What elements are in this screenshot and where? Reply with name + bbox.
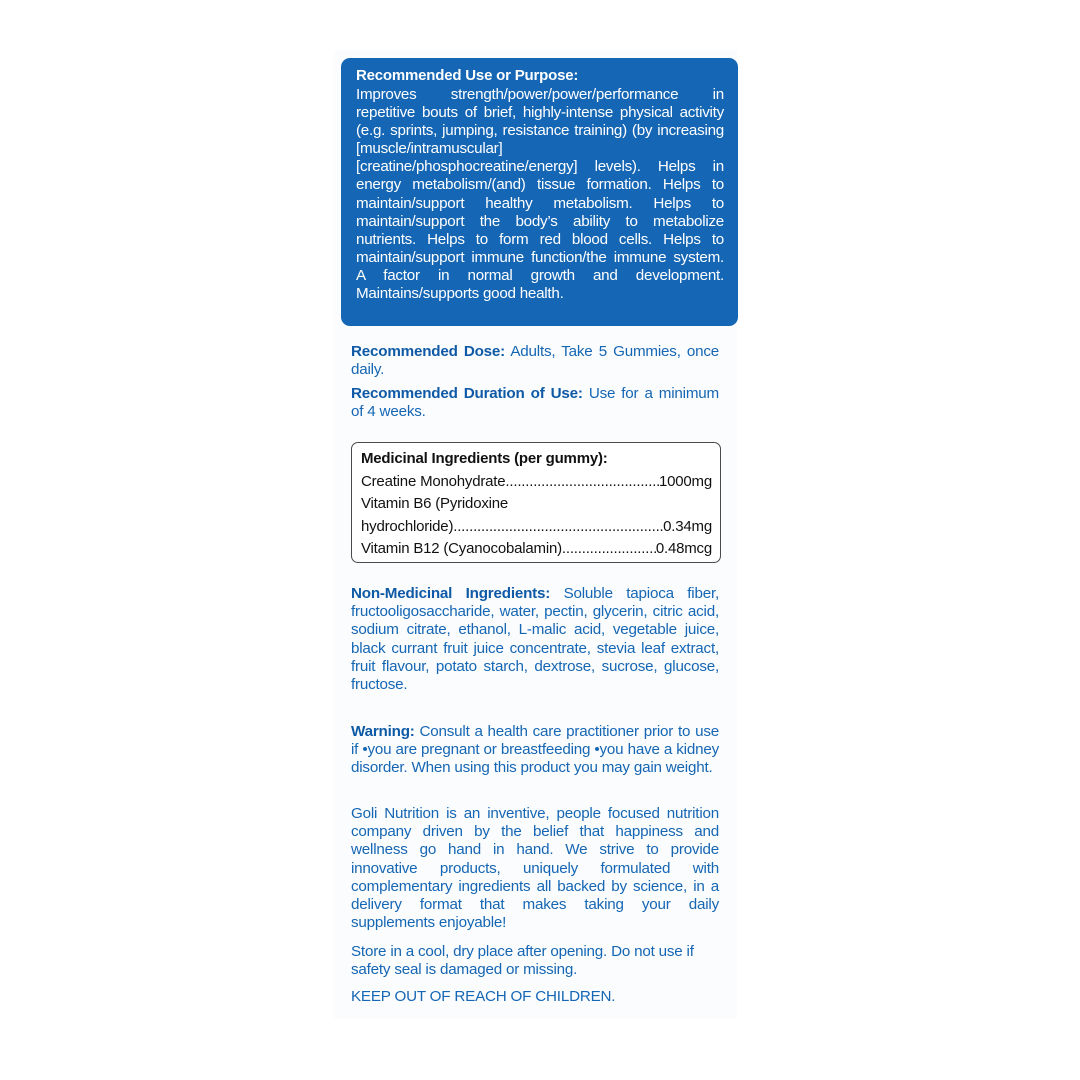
non-medicinal-ingredients <box>351 585 719 694</box>
purpose-box <box>341 58 738 326</box>
purpose-text: Improves strength/power/power/performance in repetitive bouts of brief, highly-intense physical activity (e.g. sprints, jumping, resistance training) (by increasing [muscle/intramuscular] [creatine/phosphocreatine/energy] levels). Helps in energy metabolism/(and) tissue formation. Helps to maintain/support healthy metabolism. Helps to maintain/support the body’s ability to metabolize nutrients. Helps to form red blood cells. Helps to maintain/support immune function/the immune system. A factor in normal growth and development. Maintains/supports good health. <box>356 86 724 303</box>
ingredient-amount: 0.34mg <box>663 517 712 535</box>
dose-text: Adults, Take 5 Gummies, once daily. <box>351 343 720 379</box>
warning-section <box>351 723 719 778</box>
ingredient-row <box>361 516 712 539</box>
company-about: Goli Nutrition is an inventive, people focused nutrition company driven by the belief that happiness and wellness go hand in hand. We strive to provide innovative products, uniquely formulated with complementary ingredients all backed by science, in a delivery format that makes taking your daily supplements enjoyable! <box>351 805 719 932</box>
ingredient-name: hydrochloride) <box>361 517 454 535</box>
medicinal-ingredients-title: Medicinal Ingredients (per gummy): <box>361 450 608 467</box>
purpose-title: Recommended Use or Purpose: <box>356 67 579 84</box>
recommended-dose <box>351 343 719 379</box>
duration-text: Use for a minimum of 4 weeks. <box>351 385 719 421</box>
medicinal-ingredients-box <box>351 442 721 563</box>
ingredient-name-line1: Vitamin B6 (Pyridoxine <box>361 495 509 513</box>
leader-dots <box>505 471 659 494</box>
ingredient-row <box>361 471 712 494</box>
non-medicinal-text: Soluble tapioca fiber, fructooligosaccharide, water, pectin, glycerin, citric acid, sodium citrate, ethanol, L-malic acid, vegetable juice, black currant fruit juice concentrate, stevia leaf extract, fruit flavour, potato starch, dextrose, sucrose, glucose, fructose. <box>351 585 720 694</box>
keep-out-of-reach: KEEP OUT OF REACH OF CHILDREN. <box>351 988 616 1005</box>
dose-label: Recommended Dose: <box>351 343 506 360</box>
ingredient-amount: 1000mg <box>658 472 712 490</box>
warning-label: Warning: <box>351 723 415 740</box>
leader-dots <box>453 516 663 539</box>
non-medicinal-label: Non-Medicinal Ingredients: <box>351 585 551 602</box>
ingredient-name: Vitamin B12 (Cyanocobalamin) <box>361 540 562 558</box>
leader-dots <box>562 538 656 561</box>
recommended-duration <box>351 385 719 421</box>
duration-label: Recommended Duration of Use: <box>351 385 583 402</box>
storage-instructions: Store in a cool, dry place after opening. Do not use if safety seal is damaged or missing. <box>351 943 694 979</box>
ingredient-row-continued <box>361 493 712 516</box>
ingredient-amount: 0.48mcg <box>655 540 712 558</box>
ingredient-row <box>361 538 712 561</box>
warning-text: Consult a health care practitioner prior to use if •you are pregnant or breastfeeding •you have a kidney disorder. When using this product you may gain weight. <box>351 723 719 777</box>
ingredient-name: Creatine Monohydrate <box>361 472 506 490</box>
